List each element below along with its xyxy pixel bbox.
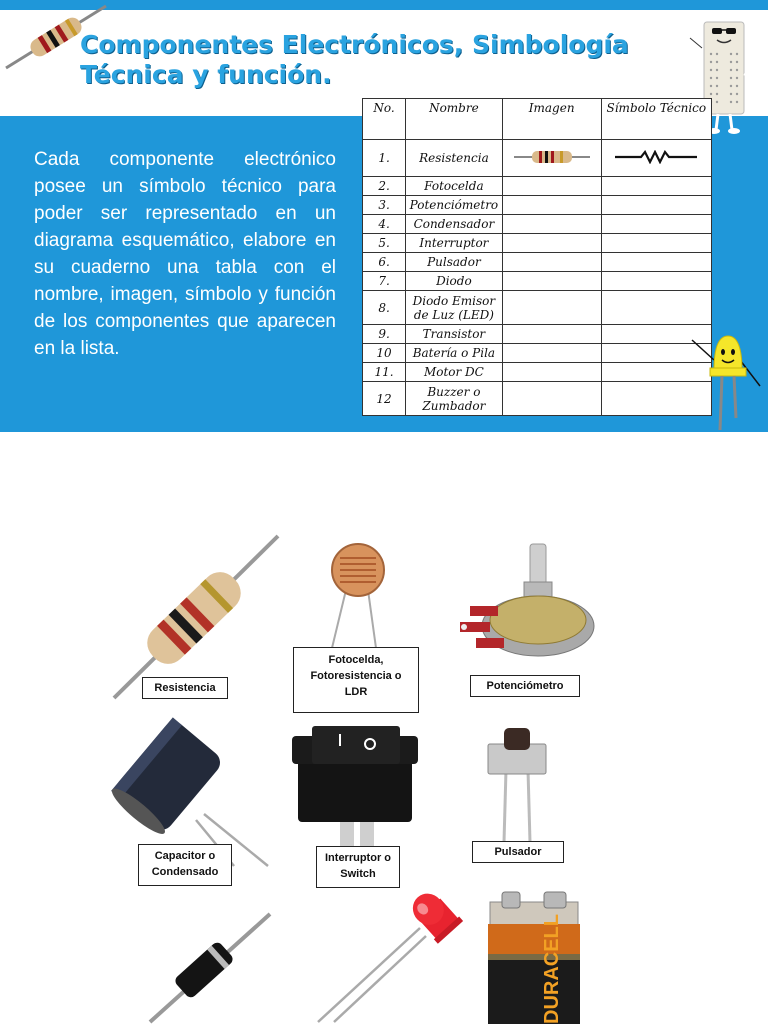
resistor-symbol-icon [615,150,697,164]
switch-photo [290,722,420,848]
label-fotocelda: Fotocelda, Fotoresistencia o LDR [293,647,419,713]
row-no: 7. [363,272,406,291]
table-row [363,325,712,344]
row-image [502,291,601,325]
led-mascot-icon [688,332,766,434]
battery-brand-label: DURACELL [541,914,563,1024]
row-symbol [601,196,711,215]
row-name: Interruptor [406,234,503,253]
row-name: Buzzer o Zumbador [406,382,503,416]
table-row [363,177,712,196]
table-row [363,215,712,234]
row-no: 12 [363,382,406,416]
row-symbol [601,234,711,253]
row-image [502,177,601,196]
row-name: Potenciómetro [406,196,503,215]
row-image [502,344,601,363]
row-no: 1. [363,140,406,177]
pushbutton-photo [482,724,552,844]
table-row [363,344,712,363]
row-name: Diodo [406,272,503,291]
label-pulsador: Pulsador [472,841,564,863]
row-no: 8. [363,291,406,325]
row-symbol [601,291,711,325]
row-image [502,196,601,215]
title-line-1: Componentes Electrónicos, Simbología [80,30,629,59]
header-no: No. [363,99,406,140]
row-no: 4. [363,215,406,234]
intro-paragraph: Cada componente electrónico posee un símbolo técnico para poder ser representado en un diagrama esquemático, elabore en su cuaderno una tabla con el nombre, imagen, símbolo y función de los componentes que aparecen en la lista. [34,149,336,359]
row-image [502,272,601,291]
table-row [363,253,712,272]
row-no: 6. [363,253,406,272]
row-symbol [601,272,711,291]
potentiometer-photo [456,542,612,666]
row-name: Motor DC [406,363,503,382]
table-row [363,363,712,382]
row-no: 5. [363,234,406,253]
row-image [502,140,601,177]
row-no: 2. [363,177,406,196]
row-name: Condensador [406,215,503,234]
row-name: Resistencia [406,140,503,177]
table-row [363,140,712,177]
label-capacitor: Capacitor o Condensado [138,844,232,886]
row-name: Pulsador [406,253,503,272]
table-header-row [363,99,712,140]
components-table [362,98,712,416]
diode-photo [146,908,276,1024]
title-line-2: Técnica y función. [80,60,332,89]
ldr-photo [318,540,398,650]
table-row [363,291,712,325]
row-name: Diodo Emisor de Luz (LED) [406,291,503,325]
row-no: 11. [363,363,406,382]
row-image [502,325,601,344]
header-image: Imagen [502,99,601,140]
table-row [363,234,712,253]
battery-photo [472,888,600,1024]
row-symbol [601,140,711,177]
row-image [502,363,601,382]
table-row [363,196,712,215]
row-symbol [601,253,711,272]
label-interruptor: Interruptor o Switch [316,846,400,888]
label-potenciometro: Potenciómetro [470,675,580,697]
header-symbol: Símbolo Técnico [601,99,711,140]
row-name: Fotocelda [406,177,503,196]
row-symbol [601,215,711,234]
row-image [502,234,601,253]
top-stripe [0,0,768,10]
row-no: 3. [363,196,406,215]
row-name: Transistor [406,325,503,344]
row-image [502,382,601,416]
header-name: Nombre [406,99,503,140]
table-row [363,272,712,291]
row-no: 10 [363,344,406,363]
label-resistencia: Resistencia [142,677,228,699]
row-symbol [601,177,711,196]
table-row [363,382,712,416]
led-photo [312,884,468,1024]
resistor-icon [514,148,590,166]
row-no: 9. [363,325,406,344]
row-name: Batería o Pila [406,344,503,363]
row-image [502,215,601,234]
row-image [502,253,601,272]
page-title [80,30,680,90]
